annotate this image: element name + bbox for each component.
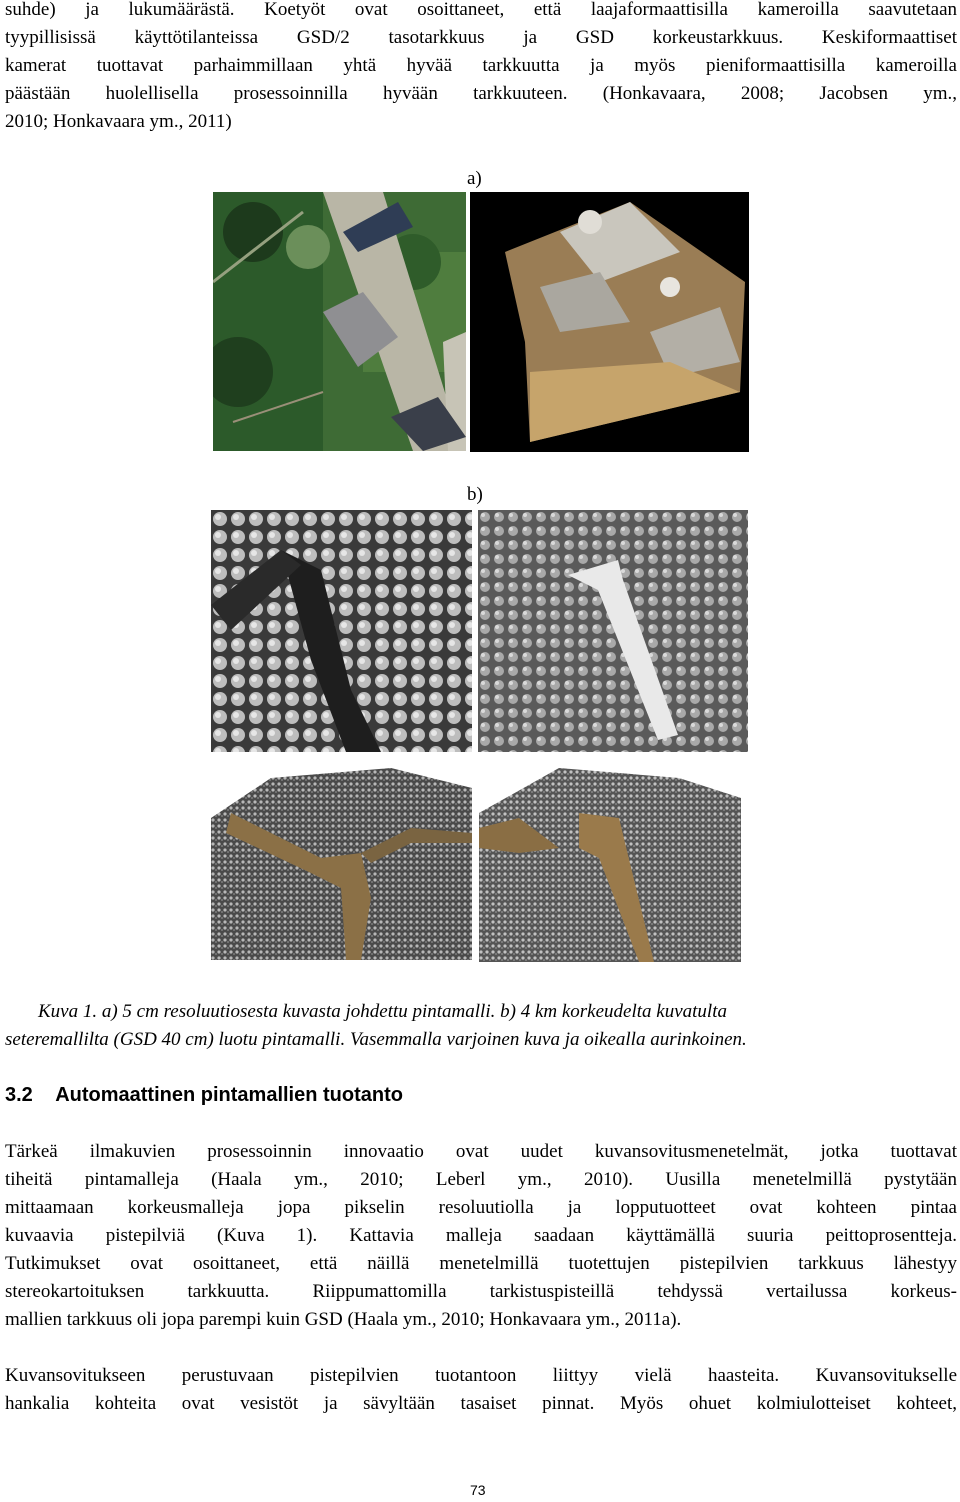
section-heading [5,1083,403,1107]
figure-label-a: a) [467,168,482,189]
body-line: tiheitä pintamalleja (Haala ym., 2010; Leberl ym., 2010). Uusilla menetelmillä pystytään [5,1169,957,1190]
body-line: mittaamaan korkeusmalleja jopa pikselin resoluutiolla ja lopputuotteet ovat kohteen pintaa [5,1197,957,1218]
body-line: kuvaavia pistepilviä (Kuva 1). Kattavia malleja saadaan käyttämällä suuria peittoprosentteja. [5,1225,957,1246]
intro-line: 2010; Honkavaara ym., 2011) [5,111,232,132]
page-number: 73 [470,1482,486,1498]
aerial-photo-image [213,192,466,451]
body-line: Kuvansovitukseen perustuvaan pistepilvien tuotantoon liittyy vielä haasteita. Kuvansovitukselle [5,1365,957,1386]
sunny-forest-image [478,510,748,752]
body-line: hankalia kohteita ovat vesistöt ja sävyltään tasaiset pinnat. Myös ohuet kolmiulotteiset kohteet, [5,1393,957,1414]
body-line: stereokartoituksen tarkkuutta. Riippumattomilla tarkistuspisteillä tehdyssä vertailussa korkeus- [5,1281,957,1302]
intro-line: päästään huolellisella prosessoinnilla hyvään tarkkuuteen. (Honkavaara, 2008; Jacobsen ym., [5,83,957,104]
body-line: Tärkeä ilmakuvien prosessoinnin innovaatio ovat uudet kuvansovitusmenetelmät, jotka tuottavat [5,1141,957,1162]
section-title: Automaattinen pintamallien tuotanto [55,1084,403,1106]
body-line: Tutkimukset ovat osoittaneet, että näillä menetelmillä tuotettujen pistepilvien tarkkuus lähestyy [5,1253,957,1274]
intro-line: kamerat tuottavat parhaimmillaan yhtä hyvää tarkkuutta ja myös pieniformaattisilla kameroilla [5,55,957,76]
body-line: mallien tarkkuus oli jopa parempi kuin GSD (Haala ym., 2010; Honkavaara ym., 2011a). [5,1309,682,1330]
surface-model-image-a [470,192,749,452]
point-cloud-image-sunny [479,758,741,962]
figure-caption-line-2: seteremallilta (GSD 40 cm) luotu pintamalli. Vasemmalla varjoinen kuva ja oikealla aurinkoinen. [5,1029,747,1050]
point-cloud-image-shaded [211,758,472,960]
intro-line: suhde) ja lukumäärästä. Koetyöt ovat osoittaneet, että laajaformaattisilla kameroilla saavutetaan [5,0,957,20]
shaded-forest-image [211,510,472,752]
figure-label-b: b) [467,484,483,505]
figure-caption-line-1: Kuva 1. a) 5 cm resoluutiosesta kuvasta johdettu pintamalli. b) 4 km korkeudelta kuvatulta [38,1001,727,1022]
intro-line: tyypillisissä käyttötilanteissa GSD/2 tasotarkkuus ja GSD korkeustarkkuus. Keskiformaattiset [5,27,957,48]
section-number: 3.2 [5,1084,33,1106]
